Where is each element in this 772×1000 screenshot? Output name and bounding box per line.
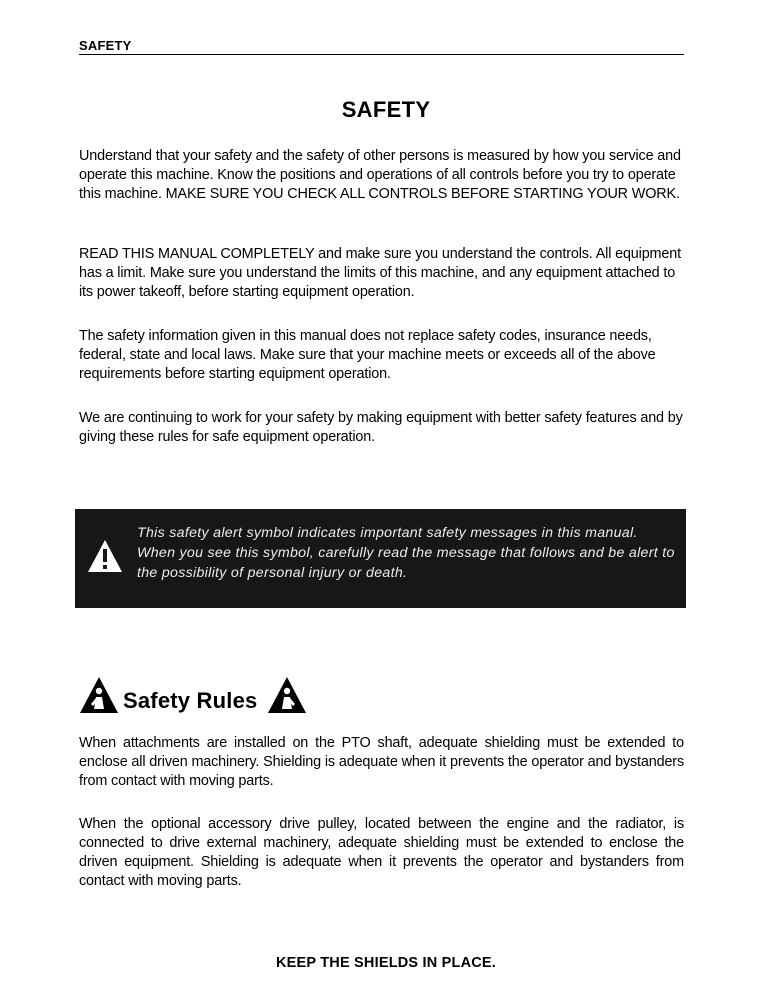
safety-rules-heading [79, 676, 379, 716]
warning-triangle-icon [79, 676, 119, 714]
safety-rule-paragraph-2: When the optional accessory drive pulley, located between the engine and the radiator, is connected to drive external machinery, adequate shielding must be extended to enclose the driven equipment. Shielding is adequate when it prevents the operator and bystanders from contact with moving parts. [79, 816, 684, 889]
safety-alert-box [75, 509, 686, 608]
intro-paragraph-4: We are continuing to work for your safety by making equipment with better safety features and by giving these rules for safe equipment operation. [79, 410, 683, 445]
section-label: SAFETY [79, 38, 132, 53]
warning-triangle-icon [267, 676, 307, 714]
intro-paragraph-1: Understand that your safety and the safety of other persons is measured by how you service and operate this machine. Know the positions and operations of all controls before you try to operate this machine. MAKE SURE YOU CHECK ALL CONTROLS BEFORE STARTING YOUR WORK. [79, 148, 681, 202]
section-header [79, 38, 684, 55]
page-title: SAFETY [341, 97, 431, 122]
intro-paragraph-2: READ THIS MANUAL COMPLETELY and make sure you understand the controls. All equipment has a limit. Make sure you understand the limits of this machine, and any equipment attached to its power takeoff, before starting equipment operation. [79, 246, 681, 300]
intro-paragraph-3: The safety information given in this manual does not replace safety codes, insurance needs, federal, state and local laws. Make sure that your machine meets or exceeds all of the above requirements before starting equipment operation. [79, 328, 656, 382]
warning-triangle-icon [87, 539, 123, 573]
footer-warning: KEEP THE SHIELDS IN PLACE. [275, 955, 497, 971]
safety-rule-paragraph-1: When attachments are installed on the PTO shaft, adequate shielding must be extended to enclose all driven machinery. Shielding is adequate when it prevents the operator and bystanders from contact with moving parts. [79, 735, 684, 789]
safety-alert-text: This safety alert symbol indicates important safety messages in this manual. When you see this symbol, carefully read the message that follows and be alert to the possibility of personal injury or death. [137, 525, 675, 581]
safety-rules-title: Safety Rules [123, 688, 258, 713]
